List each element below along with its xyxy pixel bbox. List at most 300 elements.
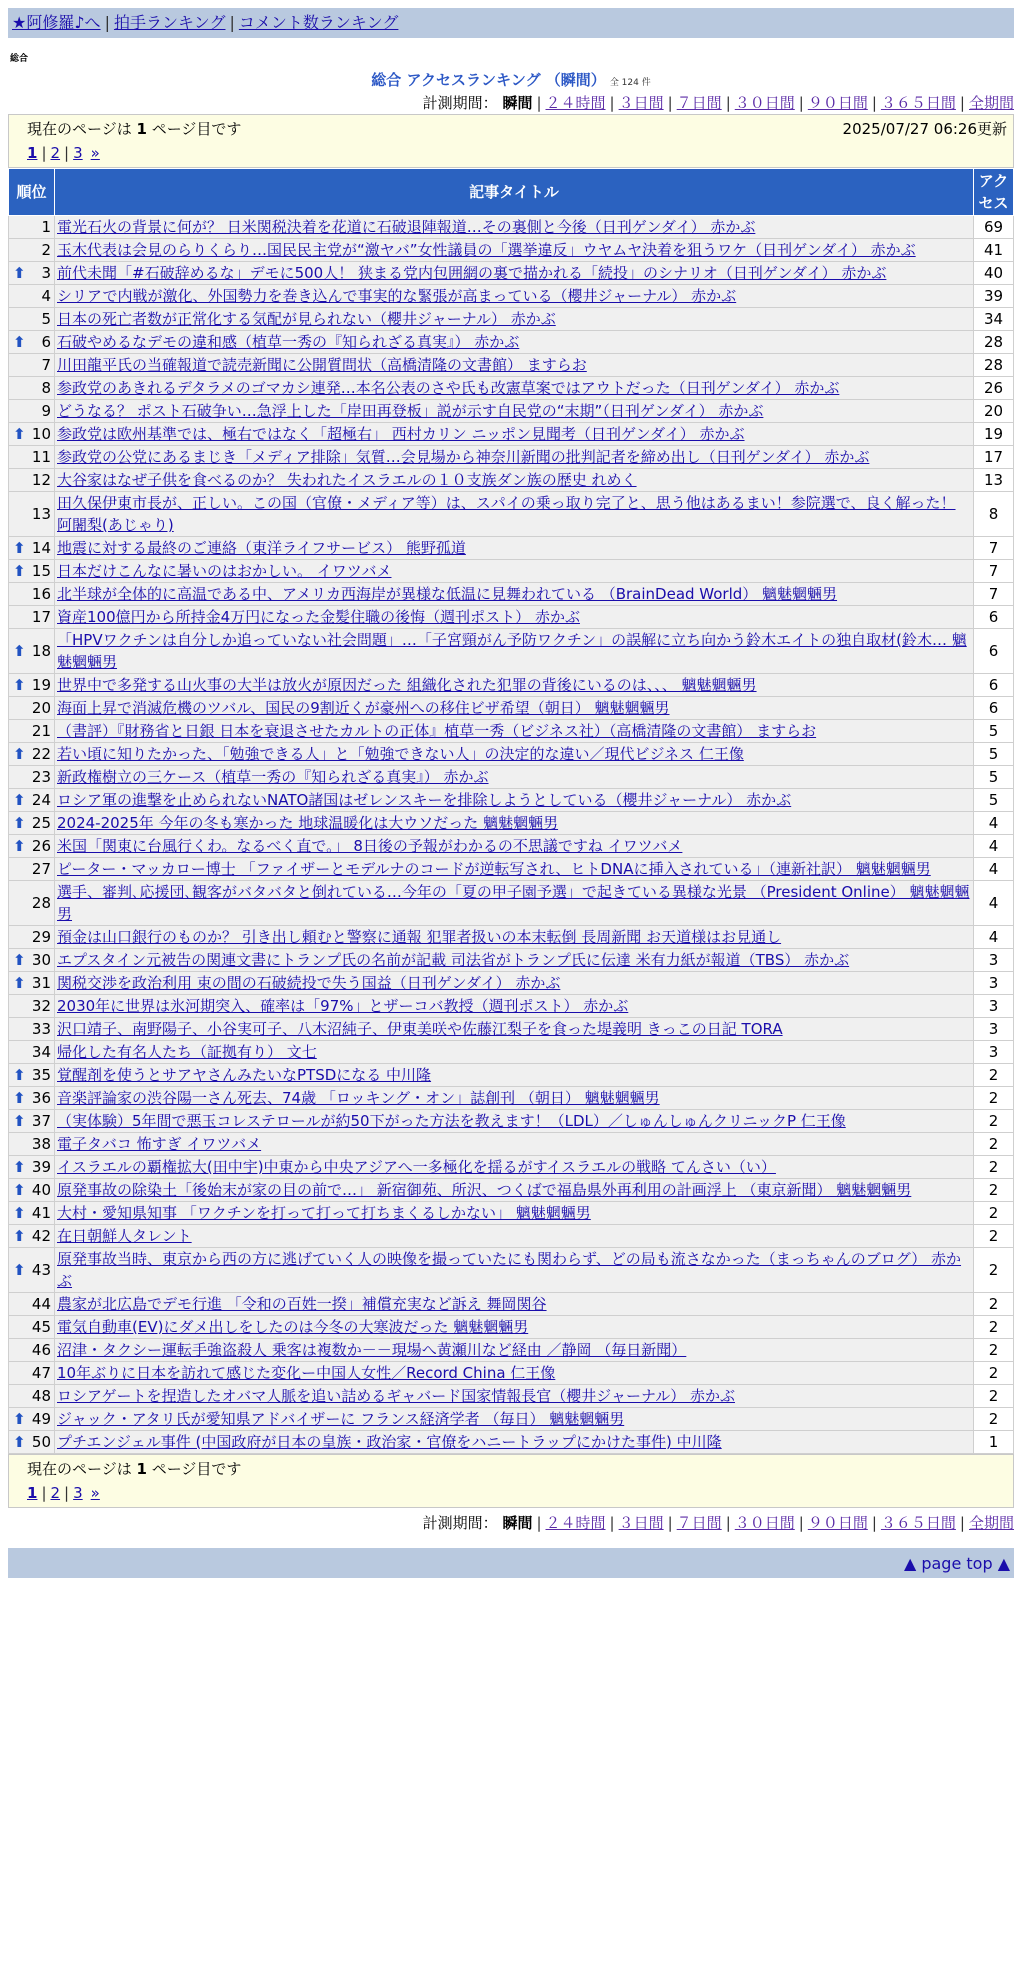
article-link[interactable]: 北半球が全体的に高温である中、アメリカ西海岸が異様な低温に見舞われている （BrainDead World） 魑魅魍魎男	[57, 585, 838, 603]
access-count: 6	[974, 606, 1014, 629]
table-row	[9, 606, 1014, 629]
table-row	[9, 789, 1014, 812]
article-link[interactable]: シリアで内戦が激化、外国勢力を巻き込んで事実的な緊張が高まっている（櫻井ジャーナル） 赤かぶ	[57, 287, 737, 305]
rank-number: 3	[41, 264, 51, 282]
table-row	[9, 1408, 1014, 1431]
article-link[interactable]: 10年ぶりに日本を訪れて感じた変化ー中国人女性／Record China 仁王像	[57, 1364, 556, 1382]
rank-cell	[9, 881, 55, 926]
article-link[interactable]: 新政権樹立の三ケース（植草一秀の『知られざる真実』） 赤かぶ	[57, 768, 489, 786]
article-link[interactable]: 選手、審判､応援団､観客がバタバタと倒れている…今年の「夏の甲子園予選」で起きている異様な光景 （President Online） 魑魅魍魎男	[57, 883, 970, 923]
article-link[interactable]: 玉木代表は会見のらりくらり…国民民主党が“激ヤバ”女性議員の「選挙違反」ウヤムヤ決着を狙うワケ（日刊ゲンダイ） 赤かぶ	[57, 241, 916, 259]
article-link[interactable]: 大村・愛知県知事 「ワクチンを打って打って打ちまくるしかない」 魑魅魍魎男	[57, 1204, 591, 1222]
table-row	[9, 1133, 1014, 1156]
rank-number: 8	[41, 379, 51, 397]
period-365d[interactable]: ３６５日間	[880, 94, 956, 112]
article-link[interactable]: 2030年に世界は氷河期突入、確率は「97%」とザーコバ教授（週刊ポスト） 赤かぶ	[57, 997, 629, 1015]
rank-cell	[9, 331, 55, 354]
rank-number: 27	[31, 860, 51, 878]
rank-up-arrow-icon: ⬆	[13, 1066, 26, 1084]
rank-number: 44	[31, 1295, 51, 1313]
title-cell	[55, 423, 974, 446]
rank-cell	[9, 972, 55, 995]
col-title: 記事タイトル	[55, 169, 974, 216]
rank-up-arrow-icon: ⬆	[13, 1204, 26, 1222]
table-row	[9, 1293, 1014, 1316]
page-link-1-bottom[interactable]: 1	[27, 1484, 38, 1502]
period-selector-bottom: 計測期間： 瞬間 | ２４時間 | ３日間 | ７日間 | ３０日間 | ９０日間 | ３６５日間 | 全期間	[422, 1514, 1014, 1532]
article-link[interactable]: 日本の死亡者数が正常化する気配が見られない（櫻井ジャーナル） 赤かぶ	[57, 310, 556, 328]
article-link[interactable]: 世界中で多発する山火事の大半は放火が原因だった 組織化された犯罪の背後にいるのは、、、 魑魅魍魎男	[57, 676, 757, 694]
title-cell	[55, 1339, 974, 1362]
access-count: 3	[974, 1018, 1014, 1041]
table-row	[9, 285, 1014, 308]
period-all-bottom[interactable]: 全期間	[968, 1514, 1014, 1532]
title-cell	[55, 1225, 974, 1248]
access-count: 4	[974, 926, 1014, 949]
title-cell	[55, 697, 974, 720]
next-page-link[interactable]: »	[90, 144, 100, 162]
article-link[interactable]: 電光石火の背景に何が？ 日米関税決着を花道に石破退陣報道…その裏側と今後（日刊ゲンダイ） 赤かぶ	[57, 218, 756, 236]
rank-cell	[9, 1064, 55, 1087]
period-selector: 計測期間： 瞬間 | ２４時間 | ３日間 | ７日間 | ３０日間 | ９０日間 | ３６５日間 | 全期間	[422, 94, 1014, 112]
title-cell	[55, 720, 974, 743]
rank-up-arrow-icon: ⬆	[13, 745, 26, 763]
access-count: 2	[974, 1087, 1014, 1110]
table-row	[9, 1248, 1014, 1293]
article-link[interactable]: 海面上昇で消滅危機のツバル、国民の9割近くが豪州への移住ビザ希望（朝日） 魑魅魍魎男	[57, 699, 670, 717]
access-count: 3	[974, 995, 1014, 1018]
title-cell	[55, 1133, 974, 1156]
access-count: 5	[974, 720, 1014, 743]
rank-cell	[9, 1248, 55, 1293]
rank-number: 46	[31, 1341, 51, 1359]
table-row	[9, 560, 1014, 583]
ranking-rows	[9, 216, 1014, 1454]
article-link[interactable]: 原発事故の除染土「後始末が家の目の前で…」 新宿御苑、所沢、つくばで福島県外再利用の計画浮上 （東京新聞） 魑魅魍魎男	[57, 1181, 912, 1199]
period-24h-bottom[interactable]: ２４時間	[545, 1514, 606, 1532]
rank-up-arrow-icon: ⬆	[13, 1433, 26, 1451]
rank-cell	[9, 537, 55, 560]
article-link[interactable]: 米国「関東に台風行くわ。なるべく直で。」 8日後の予報がわかるの不思議ですね イワツバメ	[57, 837, 683, 855]
page-link-2-bottom[interactable]: 2	[50, 1484, 61, 1502]
rank-number: 19	[31, 676, 51, 694]
title-cell	[55, 812, 974, 835]
title-cell	[55, 1362, 974, 1385]
title-cell	[55, 1408, 974, 1431]
article-link[interactable]: ピーター・マッカロー博士 「ファイザーとモデルナのコードが逆転写され、ヒトDNAに挿入されている」（連新社訳） 魑魅魍魎男	[57, 860, 931, 878]
ranking-table	[8, 168, 1014, 1454]
table-row	[9, 308, 1014, 331]
access-count: 2	[974, 1248, 1014, 1293]
article-link[interactable]: 在日朝鮮人タレント	[57, 1227, 192, 1245]
rank-cell	[9, 1316, 55, 1339]
title-cell	[55, 1385, 974, 1408]
rank-number: 21	[31, 722, 51, 740]
table-row	[9, 400, 1014, 423]
rank-number: 9	[41, 402, 51, 420]
table-row	[9, 972, 1014, 995]
table-row	[9, 1064, 1014, 1087]
table-row	[9, 537, 1014, 560]
title-cell	[55, 1041, 974, 1064]
rank-cell	[9, 1431, 55, 1454]
rank-number: 42	[31, 1227, 51, 1245]
rank-cell	[9, 606, 55, 629]
article-link[interactable]: 前代未聞「#石破辞めるな」デモに500人！ 狭まる党内包囲網の裏で描かれる「続投」のシナリオ（日刊ゲンダイ） 赤かぶ	[57, 264, 887, 282]
title-cell	[55, 766, 974, 789]
table-row	[9, 1385, 1014, 1408]
access-count: 2	[974, 1156, 1014, 1179]
page-link-3[interactable]: 3	[73, 144, 83, 162]
access-count: 28	[974, 354, 1014, 377]
rank-up-arrow-icon: ⬆	[13, 539, 26, 557]
article-link[interactable]: （書評）『財務省と日銀 日本を衰退させたカルトの正体』植草一秀（ビジネス社）（高橋清隆の文書館） ますらお	[57, 722, 817, 740]
period-90d-bottom[interactable]: ９０日間	[807, 1514, 868, 1532]
table-row	[9, 1431, 1014, 1454]
table-row	[9, 697, 1014, 720]
article-link[interactable]: 覚醒剤を使うとサアヤさんみたいなPTSDになる 中川隆	[57, 1066, 432, 1084]
table-row	[9, 354, 1014, 377]
title-cell	[55, 995, 974, 1018]
rank-cell	[9, 492, 55, 537]
access-count: 5	[974, 766, 1014, 789]
rank-number: 14	[31, 539, 51, 557]
table-row	[9, 1316, 1014, 1339]
rank-up-arrow-icon: ⬆	[13, 1227, 26, 1245]
rank-up-arrow-icon: ⬆	[13, 562, 26, 580]
table-row	[9, 1110, 1014, 1133]
rank-number: 24	[31, 791, 51, 809]
title-cell	[55, 285, 974, 308]
table-row	[9, 995, 1014, 1018]
access-count: 4	[974, 858, 1014, 881]
table-row	[9, 858, 1014, 881]
rank-number: 48	[31, 1387, 51, 1405]
access-count: 4	[974, 812, 1014, 835]
page-title	[8, 70, 1014, 90]
access-count: 20	[974, 400, 1014, 423]
rank-number: 18	[31, 642, 51, 660]
article-link[interactable]: 電子タバコ 怖すぎ イワツバメ	[57, 1135, 262, 1153]
rank-number: 39	[31, 1158, 51, 1176]
rank-number: 41	[31, 1204, 51, 1222]
rank-cell	[9, 469, 55, 492]
period-30d-bottom[interactable]: ３０日間	[734, 1514, 795, 1532]
rank-cell	[9, 1225, 55, 1248]
bottom-bar	[8, 1548, 1014, 1578]
access-count: 2	[974, 1293, 1014, 1316]
title-cell	[55, 972, 974, 995]
title-cell	[55, 674, 974, 697]
article-link[interactable]: （実体験）5年間で悪玉コレステロールが約50下がった方法を教えます！（LDL）／しゅんしゅんクリニックP 仁王像	[57, 1112, 846, 1130]
period-all[interactable]: 全期間	[968, 94, 1014, 112]
article-link[interactable]: プチエンジェル事件 (中国政府が日本の皇族・政治家・官僚をハニートラップにかけた事件) 中川隆	[57, 1433, 722, 1451]
access-count: 1	[974, 1431, 1014, 1454]
table-row	[9, 1339, 1014, 1362]
rank-number: 34	[31, 1043, 51, 1061]
article-link[interactable]: ロシアゲートを捏造したオバマ人脈を追い詰めるギャバード国家情報長官（櫻井ジャーナル） 赤かぶ	[57, 1387, 735, 1405]
period-label-bottom: 計測期間：	[422, 1514, 498, 1532]
rank-number: 26	[31, 837, 51, 855]
rank-cell	[9, 1087, 55, 1110]
title-cell	[55, 469, 974, 492]
access-count: 7	[974, 537, 1014, 560]
table-row	[9, 674, 1014, 697]
next-page-link-bottom[interactable]: »	[90, 1484, 100, 1502]
table-row	[9, 720, 1014, 743]
rank-number: 36	[31, 1089, 51, 1107]
article-link[interactable]: どうなる？ ポスト石破争い…急浮上した「岸田再登板」説が示す自民党の“末期”（日刊ゲンダイ） 赤かぶ	[57, 402, 764, 420]
article-link[interactable]: 資産100億円から所持金4万円になった金髪住職の後悔（週刊ポスト） 赤かぶ	[57, 608, 580, 626]
rank-cell	[9, 812, 55, 835]
title-cell	[55, 583, 974, 606]
rank-number: 13	[31, 505, 51, 523]
rank-cell	[9, 949, 55, 972]
access-count: 2	[974, 1339, 1014, 1362]
access-count: 2	[974, 1362, 1014, 1385]
access-count: 26	[974, 377, 1014, 400]
access-count: 3	[974, 972, 1014, 995]
table-row	[9, 583, 1014, 606]
article-link[interactable]: 沢口靖子、南野陽子、小谷実可子、八木沼純子、伊東美咲や佐藤江梨子を食った堤義明 きっこの日記 TORA	[57, 1020, 783, 1038]
rank-number: 28	[31, 894, 51, 912]
access-count: 4	[974, 881, 1014, 926]
rank-up-arrow-icon: ⬆	[13, 837, 26, 855]
access-count: 3	[974, 949, 1014, 972]
table-row	[9, 743, 1014, 766]
rank-number: 11	[31, 448, 51, 466]
rank-number: 25	[31, 814, 51, 832]
rank-cell	[9, 926, 55, 949]
rank-up-arrow-icon: ⬆	[13, 425, 26, 443]
article-link[interactable]: 石破やめるなデモの違和感（植草一秀の『知られざる真実』） 赤かぶ	[57, 333, 520, 351]
rank-up-arrow-icon: ⬆	[13, 951, 26, 969]
page-indicator: 現在のページは 1 ページ目です	[27, 120, 242, 138]
access-count: 17	[974, 446, 1014, 469]
rank-cell	[9, 674, 55, 697]
rank-number: 37	[31, 1112, 51, 1130]
rank-cell	[9, 1018, 55, 1041]
article-link[interactable]: 川田龍平氏の当確報道で読売新聞に公開質問状（高橋清隆の文書館） ますらお	[57, 356, 587, 374]
access-count: 2	[974, 1202, 1014, 1225]
period-7d[interactable]: ７日間	[676, 94, 722, 112]
article-link[interactable]: 参政党の公党にあるまじき「メディア排除」気質…会見場から神奈川新聞の批判記者を締め出し（日刊ゲンダイ） 赤かぶ	[57, 448, 870, 466]
article-link[interactable]: ロシア軍の進撃を止められないNATO諸国はゼレンスキーを排除しようとしている（櫻井ジャーナル） 赤かぶ	[57, 791, 792, 809]
title-cell	[55, 858, 974, 881]
rank-cell	[9, 1110, 55, 1133]
article-link[interactable]: 2024-2025年 今年の冬も寒かった 地球温暖化は大ウソだった 魑魅魍魎男	[57, 814, 559, 832]
article-link[interactable]: 預金は山口銀行のものか？ 引き出し頼むと警察に通報 犯罪者扱いの本末転倒 長周新聞 お天道様はお見通し	[57, 928, 782, 946]
rank-up-arrow-icon: ⬆	[13, 1158, 26, 1176]
rank-up-arrow-icon: ⬆	[13, 1261, 26, 1279]
rank-cell	[9, 1293, 55, 1316]
article-link[interactable]: ジャック・アタリ氏が愛知県アドバイザーに フランス経済学者 （毎日） 魑魅魍魎男	[57, 1410, 625, 1428]
rank-number: 47	[31, 1364, 51, 1382]
article-link[interactable]: 田久保伊東市長が、正しい。この国（官僚・メディア等）は、スパイの乗っ取り完了と、思う他はあるまい！参院選で、良く解った！ 阿闍梨(あじゃり)	[57, 494, 956, 534]
period-24h[interactable]: ２４時間	[545, 94, 606, 112]
title-cell	[55, 1018, 974, 1041]
rank-cell	[9, 835, 55, 858]
title-cell	[55, 239, 974, 262]
title-cell	[55, 446, 974, 469]
total-count: 全 124 件	[609, 78, 651, 88]
access-count: 8	[974, 492, 1014, 537]
access-count: 40	[974, 262, 1014, 285]
rank-up-arrow-icon: ⬆	[13, 642, 26, 660]
ranking-title: 総合 アクセスランキング （瞬間）	[371, 71, 606, 89]
rank-up-arrow-icon: ⬆	[13, 676, 26, 694]
table-row	[9, 262, 1014, 285]
table-row	[9, 492, 1014, 537]
access-count: 6	[974, 674, 1014, 697]
article-link[interactable]: 大谷家はなぜ子供を食べるのか？ 失われたイスラエルの１０支族ダン族の歴史 れめく	[57, 471, 637, 489]
period-90d[interactable]: ９０日間	[807, 94, 868, 112]
access-count: 2	[974, 1064, 1014, 1087]
page-link-1[interactable]: 1	[27, 144, 38, 162]
article-link[interactable]: 電気自動車(EV)にダメ出しをしたのは今冬の大寒波だった 魑魅魍魎男	[57, 1318, 529, 1336]
pager-bottom: 1 | 2 | 3 »	[27, 1484, 100, 1502]
period-label: 計測期間：	[422, 94, 498, 112]
rank-up-arrow-icon: ⬆	[13, 1112, 26, 1130]
table-row	[9, 1362, 1014, 1385]
table-row	[9, 835, 1014, 858]
title-cell	[55, 881, 974, 926]
access-count: 41	[974, 239, 1014, 262]
title-cell	[55, 1110, 974, 1133]
title-cell	[55, 1316, 974, 1339]
access-count: 69	[974, 216, 1014, 239]
rank-number: 16	[31, 585, 51, 603]
page-link-3-bottom[interactable]: 3	[73, 1484, 83, 1502]
article-link[interactable]: 参政党のあきれるデタラメのゴマカシ連発…本名公表のさや氏も改憲草案ではアウトだった（日刊ゲンダイ） 赤かぶ	[57, 379, 840, 397]
article-link[interactable]: 農家が北広島でデモ行進 「令和の百姓一揆」補償充実など訴え 舞岡関谷	[57, 1295, 547, 1313]
rank-up-arrow-icon: ⬆	[13, 1181, 26, 1199]
rank-number: 43	[31, 1261, 51, 1279]
home-link[interactable]: ★阿修羅♪へ	[12, 13, 101, 32]
access-count: 2	[974, 1179, 1014, 1202]
title-cell	[55, 377, 974, 400]
period-7d-bottom[interactable]: ７日間	[676, 1514, 722, 1532]
period-current-bottom: 瞬間	[502, 1514, 533, 1532]
rank-cell	[9, 239, 55, 262]
rank-number: 50	[31, 1433, 51, 1451]
rank-cell	[9, 1133, 55, 1156]
rank-cell	[9, 720, 55, 743]
rank-number: 17	[31, 608, 51, 626]
table-row	[9, 1179, 1014, 1202]
rank-number: 33	[31, 1020, 51, 1038]
access-count: 34	[974, 308, 1014, 331]
table-row	[9, 1087, 1014, 1110]
rank-cell	[9, 1385, 55, 1408]
title-cell	[55, 308, 974, 331]
period-365d-bottom[interactable]: ３６５日間	[880, 1514, 956, 1532]
article-link[interactable]: 沼津・タクシー運転手強盗殺人 乗客は複数か－－現場へ黄瀬川など経由 ／静岡 （毎日新聞）	[57, 1341, 687, 1359]
title-cell	[55, 354, 974, 377]
updated-timestamp: 2025/07/27 06:26更新	[842, 120, 1007, 138]
article-link[interactable]: 原発事故当時、東京から西の方に逃げていく人の映像を撮っていたにも関わらず、どの局も流さなかった（まっちゃんのブログ） 赤かぶ	[57, 1250, 962, 1290]
article-link[interactable]: エプスタイン元被告の関連文書にトランプ氏の名前が記載 司法省がトランプ氏に伝達 米有力紙が報道（TBS） 赤かぶ	[57, 951, 850, 969]
article-link[interactable]: 帰化した有名人たち（証拠有り） 文七	[57, 1043, 317, 1061]
table-row	[9, 1202, 1014, 1225]
rank-up-arrow-icon: ⬆	[13, 333, 26, 351]
title-cell	[55, 1431, 974, 1454]
rank-cell	[9, 446, 55, 469]
period-3d-bottom[interactable]: ３日間	[618, 1514, 664, 1532]
page-info-bottom	[8, 1454, 1014, 1508]
table-row	[9, 1225, 1014, 1248]
access-count: 13	[974, 469, 1014, 492]
access-count: 2	[974, 1316, 1014, 1339]
title-cell	[55, 835, 974, 858]
rank-cell	[9, 858, 55, 881]
rank-cell	[9, 423, 55, 446]
article-link[interactable]: 「HPVワクチンは自分しか追っていない社会問題」…「子宮頸がん予防ワクチン」の誤解に立ち向かう鈴木エイトの独自取材(鈴木… 魑魅魍魎男	[57, 631, 967, 671]
clap-ranking-link[interactable]: 拍手ランキング	[113, 13, 226, 32]
period-3d[interactable]: ３日間	[618, 94, 664, 112]
access-count: 28	[974, 331, 1014, 354]
rank-up-arrow-icon: ⬆	[13, 1089, 26, 1107]
table-row	[9, 926, 1014, 949]
table-row	[9, 881, 1014, 926]
title-cell	[55, 1248, 974, 1293]
comment-ranking-link[interactable]: コメント数ランキング	[238, 13, 399, 32]
page-indicator-bottom: 現在のページは 1 ページ目です	[27, 1460, 242, 1478]
rank-number: 38	[31, 1135, 51, 1153]
title-cell	[55, 262, 974, 285]
rank-cell	[9, 995, 55, 1018]
rank-number: 6	[41, 333, 51, 351]
rank-cell	[9, 1202, 55, 1225]
period-current: 瞬間	[502, 94, 533, 112]
table-row	[9, 331, 1014, 354]
access-count: 2	[974, 1385, 1014, 1408]
article-link[interactable]: イスラエルの覇権拡大(田中宇)中東から中央アジアへ一多極化を揺るがすイスラエルの戦略 てんさい（い）	[57, 1158, 776, 1176]
rank-number: 7	[41, 356, 51, 374]
table-row	[9, 629, 1014, 674]
article-link[interactable]: 関税交渉を政治利用 束の間の石破続投で失う国益（日刊ゲンダイ） 赤かぶ	[57, 974, 561, 992]
pager-top: 1 | 2 | 3 »	[27, 144, 100, 162]
table-row	[9, 1041, 1014, 1064]
rank-number: 35	[31, 1066, 51, 1084]
title-cell	[55, 789, 974, 812]
table-row	[9, 446, 1014, 469]
page-top-link[interactable]: ▲ page top ▲	[903, 1554, 1010, 1573]
rank-cell	[9, 377, 55, 400]
rank-number: 45	[31, 1318, 51, 1336]
rank-cell	[9, 1156, 55, 1179]
page-link-2[interactable]: 2	[50, 144, 61, 162]
rank-cell	[9, 789, 55, 812]
article-link[interactable]: 若い頃に知りたかった、「勉強できる人」と「勉強できない人」の決定的な違い／現代ビジネス 仁王像	[57, 745, 744, 763]
access-count: 3	[974, 1041, 1014, 1064]
rank-cell	[9, 1041, 55, 1064]
access-count: 2	[974, 1225, 1014, 1248]
article-link[interactable]: 地震に対する最終のご連絡（東洋ライフサービス） 熊野孤道	[57, 539, 466, 557]
rank-number: 30	[31, 951, 51, 969]
table-row	[9, 377, 1014, 400]
title-cell	[55, 1064, 974, 1087]
article-link[interactable]: 音楽評論家の渋谷陽一さん死去、74歳 「ロッキング・オン」誌創刊 （朝日） 魑魅魍魎男	[57, 1089, 660, 1107]
title-cell	[55, 629, 974, 674]
period-30d[interactable]: ３０日間	[734, 94, 795, 112]
page-info-top	[8, 114, 1014, 168]
rank-cell	[9, 1179, 55, 1202]
article-link[interactable]: 日本だけこんなに暑いのはおかしい。 イワツバメ	[57, 562, 392, 580]
article-link[interactable]: 参政党は欧州基準では、極右ではなく「超極右」 西村カリン ニッポン見聞考（日刊ゲンダイ） 赤かぶ	[57, 425, 745, 443]
rank-cell	[9, 583, 55, 606]
table-row	[9, 239, 1014, 262]
